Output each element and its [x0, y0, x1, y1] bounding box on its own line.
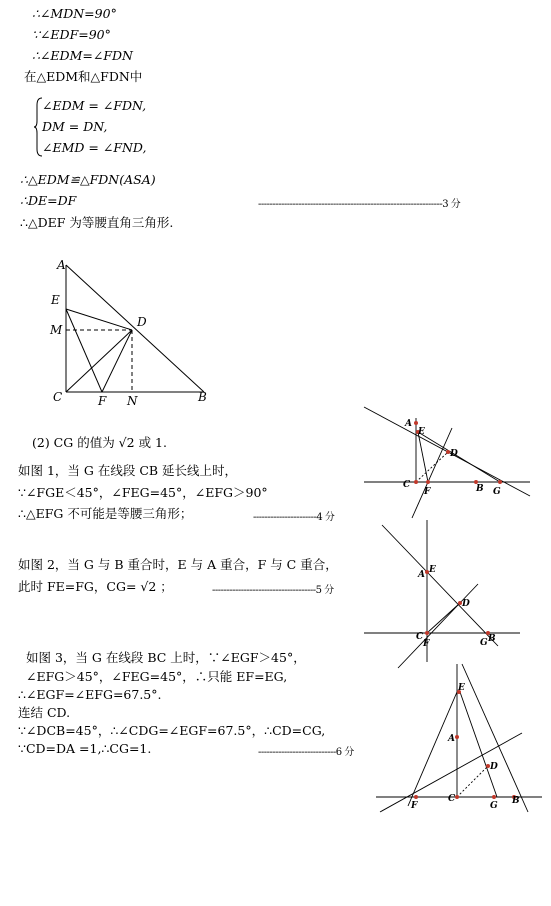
- case2-line-1: 如图 2，当 G 与 B 重合时，E 与 A 重合，F 与 C 重合，: [18, 557, 338, 572]
- proof-line-mdn: ∴∠MDN=90°: [32, 6, 117, 21]
- case1-line-2: ∵∠FGE＜45°，∠FEG=45°，∠EFG＞90°: [18, 485, 268, 500]
- fig2-label-f: F: [423, 639, 430, 649]
- proof-line-de-df: ∴DE=DF: [20, 193, 77, 208]
- fig1-label-b: B: [476, 484, 484, 494]
- fig2-label-e: E: [429, 565, 436, 575]
- label-b: B: [198, 390, 207, 404]
- proof-conclusion: ∴△DEF 为等腰直角三角形.: [20, 215, 174, 230]
- case3-line-2: ∠EFG＞45°，∠FEG=45°，∴只能 EF=EG,: [26, 669, 288, 684]
- proof-line-edf: ∵∠EDF=90°: [32, 27, 111, 42]
- score-6: ---------------------------6 分: [258, 747, 354, 758]
- case3-line-6: ∵CD=DA =1,∴CG=1.: [18, 741, 152, 756]
- fig1-label-a: A: [405, 419, 412, 429]
- score-3: ----------------------------------------------------------------3 分: [258, 199, 461, 210]
- fig3-label-a: A: [448, 734, 455, 744]
- fig2-label-a: A: [418, 570, 425, 580]
- proof-line-congruent: ∴△EDM≌△FDN(ASA): [20, 172, 156, 187]
- fig3-label-c: C: [448, 794, 456, 804]
- fig2-label-c: C: [416, 632, 424, 642]
- fig2-label-d: D: [462, 599, 470, 609]
- proof-line-edm: ∴∠EDM=∠FDN: [32, 48, 133, 63]
- case3-line-5: ∵∠DCB=45°，∴∠CDG=∠EGF=67.5°，∴CD=CG,: [18, 723, 326, 738]
- fig3-label-b: B: [512, 796, 520, 806]
- case1-line-1: 如图 1，当 G 在线段 CB 延长线上时，: [18, 463, 238, 478]
- label-c: C: [53, 390, 63, 404]
- system-line-3: ∠EMD = ∠FND,: [42, 140, 147, 155]
- case3-line-1: 如图 3，当 G 在线段 BC 上时，∵∠EGF＞45°，: [26, 650, 306, 665]
- score-4: ----------------------4 分: [253, 512, 335, 523]
- case3-line-3: ∴∠EGF=∠EFG=67.5°.: [18, 687, 162, 702]
- label-f: F: [98, 394, 107, 408]
- label-m: M: [50, 323, 63, 337]
- fig3-label-g: G: [490, 801, 498, 811]
- label-d: D: [137, 315, 147, 329]
- label-n: N: [127, 394, 138, 408]
- system-line-2: DM = DN,: [42, 119, 108, 134]
- label-a: A: [57, 258, 66, 272]
- fig1-label-g: G: [493, 487, 501, 497]
- fig3-label-e: E: [458, 683, 465, 693]
- case2-line-2: 此时 FE=FG，CG= √2 ；: [18, 579, 173, 594]
- part2-head: (2) CG 的值为 √2 或 1.: [32, 435, 167, 450]
- label-e: E: [51, 293, 60, 307]
- fig1-label-e: E: [418, 427, 425, 437]
- fig1-label-c: C: [403, 480, 411, 490]
- fig3-label-f: F: [411, 801, 418, 811]
- fig1-label-d: D: [450, 449, 458, 459]
- fig1-label-f: F: [424, 487, 431, 497]
- proof-line-in-triangles: 在△EDM和△FDN中: [24, 69, 143, 84]
- fig2-label-b: B: [488, 634, 496, 644]
- case3-line-4: 连结 CD.: [18, 705, 71, 720]
- fig2-label-g: G: [480, 638, 488, 648]
- system-line-1: ∠EDM = ∠FDN,: [42, 98, 147, 113]
- case1-line-3: ∴△EFG 不可能是等腰三角形；: [18, 506, 193, 521]
- fig3-label-d: D: [490, 762, 498, 772]
- score-5: ------------------------------------5 分: [212, 585, 334, 596]
